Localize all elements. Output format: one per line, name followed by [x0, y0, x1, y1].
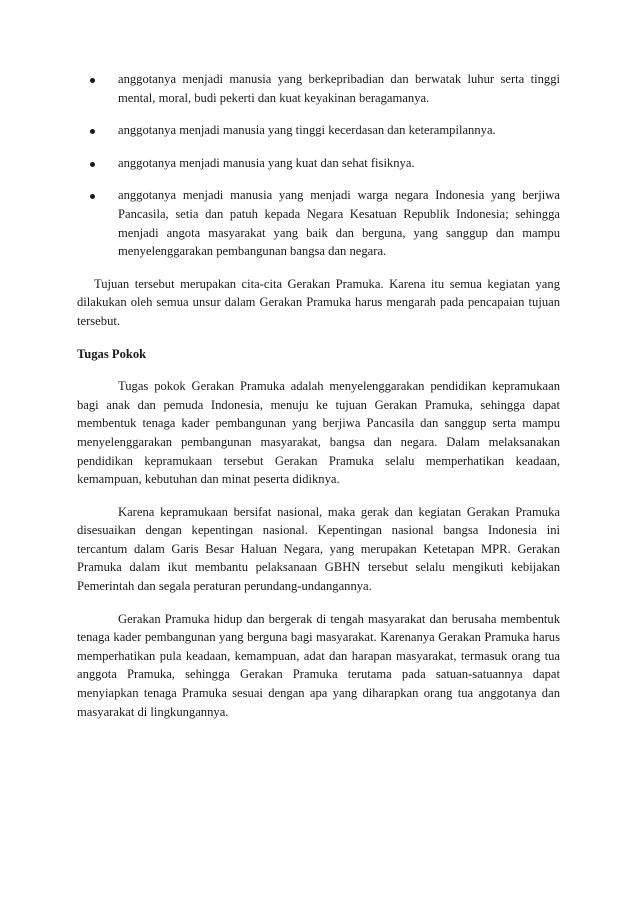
bullet-dot-icon: [90, 78, 95, 83]
section-heading: Tugas Pokok: [77, 346, 147, 361]
body-paragraph: Tugas pokok Gerakan Pramuka adalah menyelenggarakan pendidikan kepramukaan bagi anak dan pemuda Indonesia, menuju ke tujuan Gerakan Pramuka, sehingga dapat membentuk tenaga kader pembangunan yang berjiwa Pancasila dan sanggup serta mampu menyelenggarakan pembangunan masyarakat, bangsa dan negara. Dalam melaksanakan pendidikan kepramukaan tersebut Gerakan Pramuka selalu memperhatikan keadaan, kemampuan, kebutuhan dan minat peserta didiknya.: [77, 379, 560, 487]
bullet-item: [77, 121, 560, 140]
body-paragraph: Gerakan Pramuka hidup dan bergerak di tengah masyarakat dan berusaha membentuk tenaga kader pembangunan yang berguna bagi masyarakat. Karenanya Gerakan Pramuka harus memperhatikan pula keadaan, kemampuan, adat dan harapan masyarakat, termasuk orang tua anggota Pramuka, sehingga Gerakan Pramuka terutama pada satuan-satuannya dapat menyiapkan tenaga Pramuka sesuai dengan apa yang diharapkan orang tua anggotanya dan masyarakat di lingkungannya.: [77, 611, 560, 719]
bullet-dot-icon: [90, 129, 95, 134]
document-body: [77, 70, 560, 735]
bullet-item: [77, 70, 560, 107]
bullet-dot-icon: [90, 162, 95, 167]
bullet-text: anggotanya menjadi manusia yang berkepribadian dan berwatak luhur serta tinggi mental, moral, budi pekerti dan kuat keyakinan beragamanya.: [118, 72, 560, 105]
bullet-text: anggotanya menjadi manusia yang menjadi warga negara Indonesia yang berjiwa Pancasila, setia dan patuh kepada Negara Kesatuan Republik Indonesia; sehingga menjadi angota masyarakat yang baik dan berguna, yang sanggup dan mampu menyelenggarakan pembangunan bangsa dan negara.: [118, 188, 560, 259]
goals-closing-paragraph: Tujuan tersebut merupakan cita-cita Gerakan Pramuka. Karena itu semua kegiatan yang dilakukan oleh semua unsur dalam Gerakan Pramuka harus mengarah pada pencapaian tujuan tersebut.: [77, 276, 560, 328]
bullet-dot-icon: [90, 194, 95, 199]
bullet-text: anggotanya menjadi manusia yang tinggi kecerdasan dan keterampilannya.: [118, 123, 496, 138]
goals-bullet-list: [77, 70, 560, 261]
bullet-item: [77, 154, 560, 173]
body-paragraph: Karena kepramukaan bersifat nasional, maka gerak dan kegiatan Gerakan Pramuka disesuaikan dengan kepentingan nasional. Kepentingan nasional bangsa Indonesia ini tercantum dalam Garis Besar Haluan Negara, yang merupakan Ketetapan MPR. Gerakan Pramuka dalam ikut membantu pelaksanaan GBHN tersebut selalu mengikuti kebijakan Pemerintah dan segala peraturan perundang-undangannya.: [77, 504, 560, 594]
bullet-text: anggotanya menjadi manusia yang kuat dan sehat fisiknya.: [118, 155, 415, 170]
bullet-item: [77, 186, 560, 260]
